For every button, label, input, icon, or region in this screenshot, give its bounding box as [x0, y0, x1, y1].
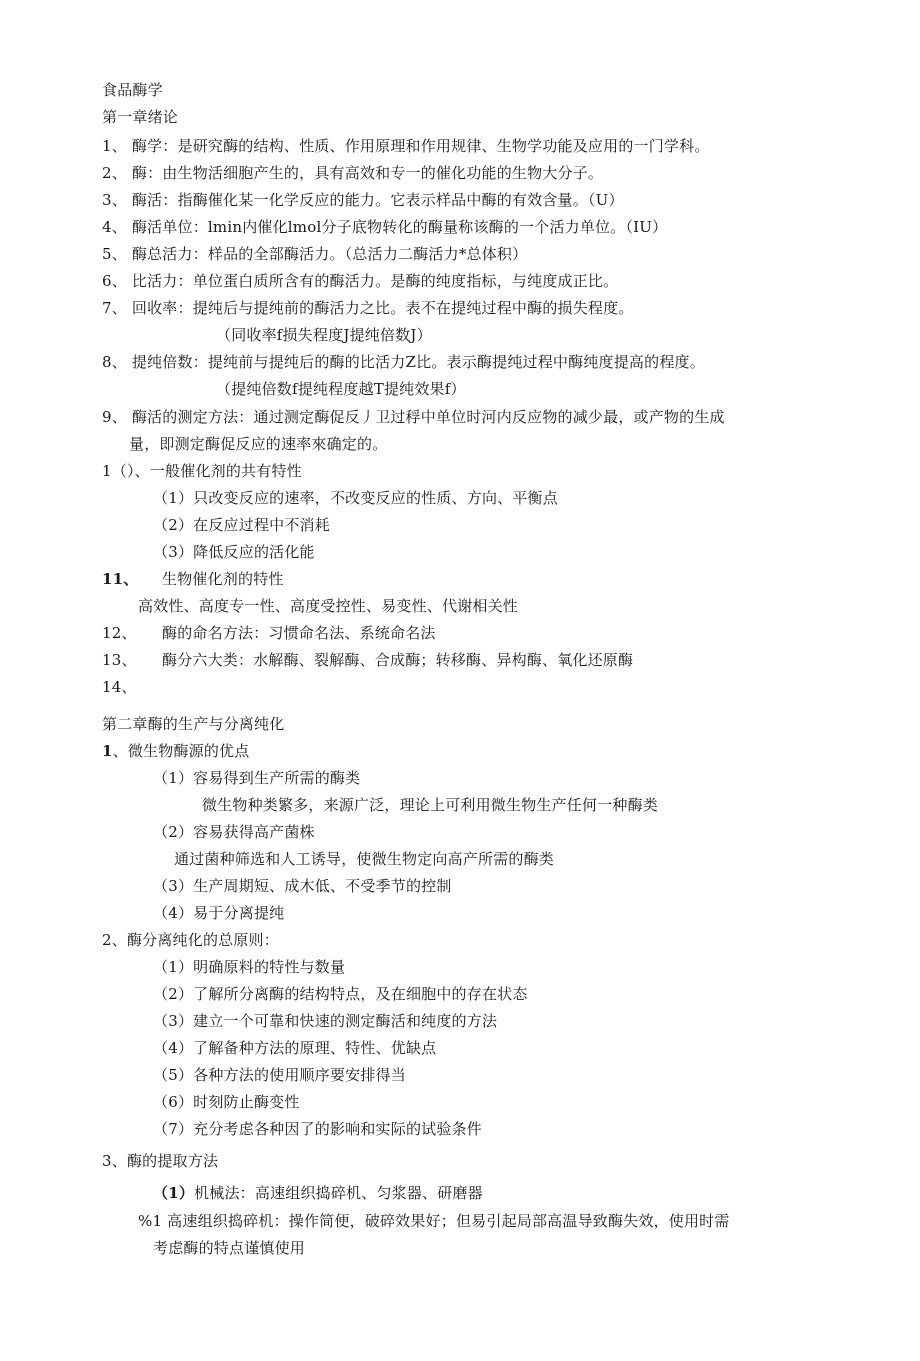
ch2-item-1-sub-1: （1）容易得到生产所需的酶类 [153, 769, 361, 787]
chapter-1-heading: 第一章绪论 [102, 108, 179, 126]
ch1-item-13-number: 13、 [102, 651, 137, 669]
ch1-item-11: 生物催化剂的特性 [162, 570, 284, 588]
ch1-item-5: 5、 酶总活力：样品的全部酶活力。（总活力二酶活力*总体积） [102, 245, 528, 263]
ch1-item-6: 6、 比活力：单位蛋白质所含有的酶活力。是酶的纯度指标，与纯度成正比。 [102, 272, 619, 290]
ch1-item-10-sub-3: （3）降低反应的活化能 [153, 543, 315, 561]
chapter-2-heading: 第二章酶的生产与分离纯化 [102, 715, 285, 733]
ch2-item-1-sub-3: （3）生产周期短、成木低、不受季节的控制 [153, 877, 452, 895]
ch2-item-3-sub-1-detail-cont: 考虑酶的特点谨慎使用 [153, 1239, 306, 1257]
ch1-item-10-sub-2: （2）在反应过程中不消耗 [153, 516, 330, 534]
ch1-item-12: 酶的命名方法：习惯命名法、系统命名法 [162, 624, 436, 642]
ch1-item-7-note: （同收率f损失程度J提纯倍数J） [216, 326, 432, 344]
ch1-item-9: 9、 酶活的测定方法：通过测定酶促反丿卫过稃中单位时河内反应物的减少最，或产物的生成 [102, 408, 725, 426]
ch2-item-2-sub-4: （4）了解备种方法的原理、特性、优缺点 [153, 1039, 437, 1057]
ch2-item-2-sub-3: （3）建立一个可靠和快速的测定酶活和纯度的方法 [153, 1012, 498, 1030]
ch1-item-4: 4、 酶活单位：lmin内催化lmol分子底物转化的酶量称该酶的一个活力单位。（IU） [102, 218, 668, 236]
ch2-item-2-sub-1: （1）明确原料的特性与数量 [153, 958, 346, 976]
ch1-item-8-note: （提纯倍数f提纯程度越T提纯效果f） [216, 380, 466, 398]
ch1-item-14-number: 14、 [102, 678, 137, 696]
ch2-item-1-text: 、微生物酶源的优点 [112, 742, 250, 760]
ch1-item-2: 2、 酶：由生物活细胞产生的，具有高效和专一的催化功能的生物大分子。 [102, 164, 604, 182]
ch1-item-13: 酶分六大类：水解酶、裂解酶、合成酶；转移酶、异构酶、氧化还原酶 [162, 651, 634, 669]
ch2-item-3: 3、酶的提取方法 [102, 1152, 219, 1170]
ch2-item-2-sub-6: （6）时刻防止酶变性 [153, 1093, 300, 1111]
ch1-item-3: 3、 酶活：指酶催化某一化学反应的能力。它表示样品中酶的有效含量。（U） [102, 191, 624, 209]
ch2-item-3-sub-1-number: （1） [153, 1184, 195, 1202]
ch1-item-7: 7、 回收率：提纯后与提纯前的酶活力之比。表不在提纯过程中酶的损失程度。 [102, 299, 634, 317]
ch2-item-1-number: 1 [102, 742, 113, 760]
ch2-item-2-sub-7: （7）充分考虑各种因了的影响和实际的试验条件 [153, 1120, 482, 1138]
ch1-item-12-number: 12、 [102, 624, 137, 642]
ch2-item-1 [102, 741, 249, 761]
ch2-item-3-sub-1-detail: %1 高速组织捣碎机：操作简便，破碎效果好；但易引起局部高温导致酶失效，使用时需 [138, 1212, 730, 1230]
ch1-item-1: 1、 酶学：是研究酶的结构、性质、作用原理和作用规律、生物学功能及应用的一门学科。 [102, 137, 710, 155]
document-title: 食品酶学 [102, 81, 163, 99]
ch1-item-9-cont: 量，即测定酶促反应的速率來确定的。 [129, 435, 388, 453]
ch2-item-1-sub-4: （4）易于分离提纯 [153, 904, 285, 922]
ch1-item-10: 1（）、一般催化剂的共有特性 [102, 462, 302, 480]
ch2-item-1-sub-1-detail: 微生物种类繁多，来源广泛，理论上可利用微生物生产任何一种酶类 [202, 796, 659, 814]
ch2-item-1-sub-2: （2）容易获得高产菌株 [153, 823, 315, 841]
ch2-item-1-sub-2-detail: 通过菌种筛选和人工诱导，使微生物定向高产所需的酶类 [174, 850, 555, 868]
ch2-item-2: 2、酶分离纯化的总原则： [102, 931, 279, 949]
ch2-item-2-sub-2: （2）了解所分离酶的结构特点，及在细胞中的存在状态 [153, 985, 528, 1003]
ch2-item-3-sub-1 [153, 1183, 483, 1203]
ch1-item-10-sub-1: （1）只改变反应的速率，不改变反应的性质、方向、平衡点 [153, 489, 558, 507]
ch2-item-2-sub-5: （5）各种方法的使用顺序要安排得当 [153, 1066, 406, 1084]
ch1-item-8: 8、 提纯倍数：提纯前与提纯后的酶的比活力Z比。表示酶提纯过程中酶纯度提高的程度。 [102, 353, 705, 371]
ch1-item-11-number: 11、 [102, 570, 139, 588]
ch2-item-3-sub-1-text: 机械法：高速组织捣碎机、匀浆器、研磨器 [194, 1184, 483, 1202]
ch1-item-11-detail: 高效性、高度专一性、高度受控性、易变性、代谢相关性 [138, 597, 519, 615]
